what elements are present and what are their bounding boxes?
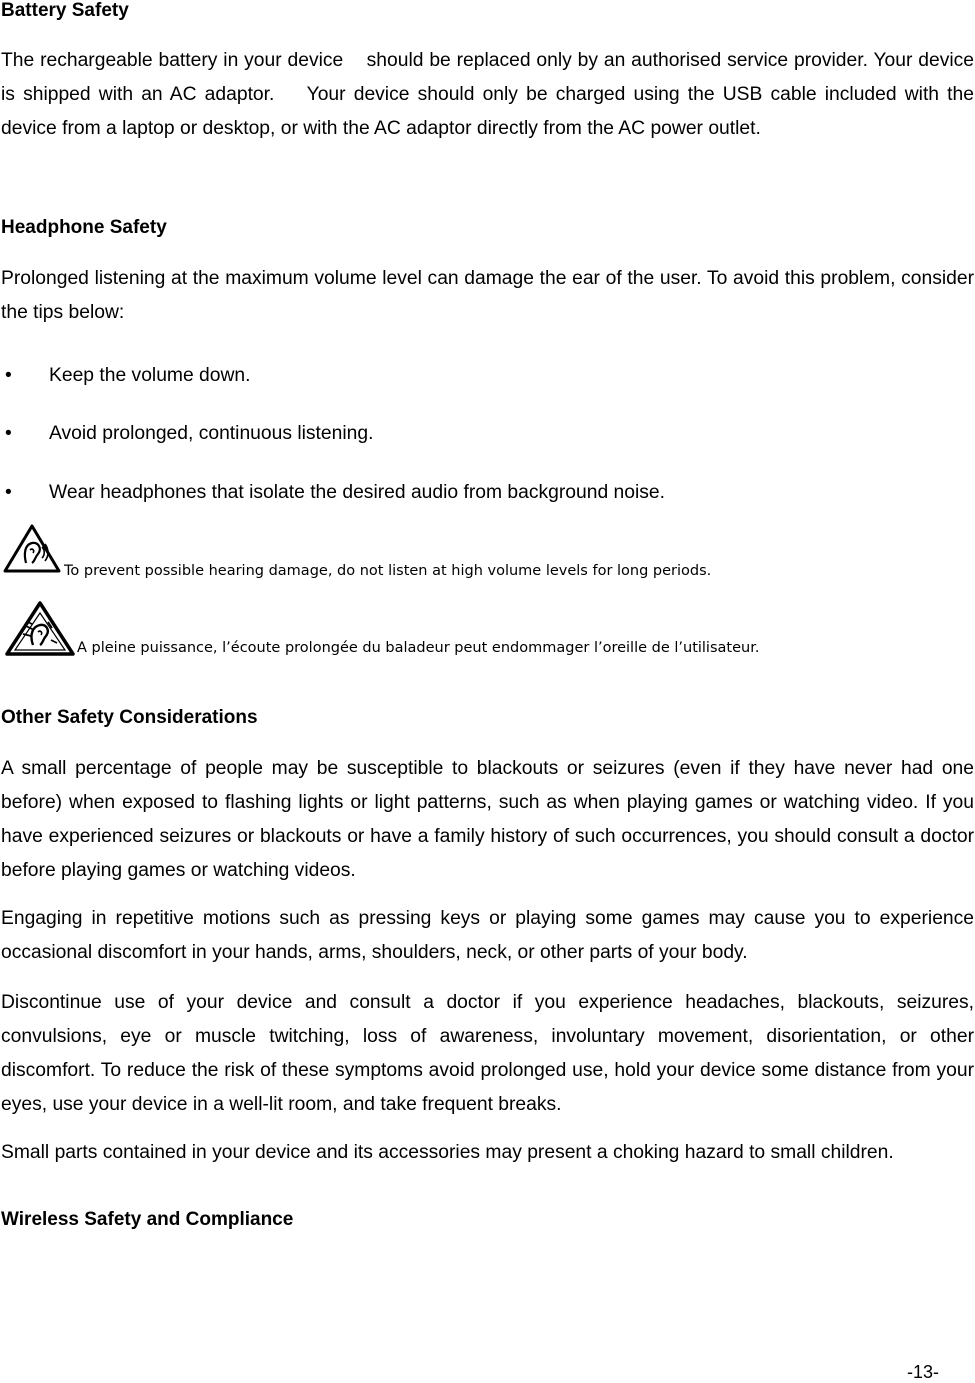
hearing-warning-en: To prevent possible hearing damage, do not listen at high volume levels for long periods. (64, 563, 712, 579)
bullet-mark: • (5, 482, 12, 503)
discontinue-use-paragraph: Discontinue use of your device and consult a doctor if you experience headaches, blackouts, seizures, convulsions, eye or muscle twitching, loss of awareness, involuntary movement, disorientation, or other discomfort. To reduce the risk of these symptoms avoid prolonged use, hold your device some distance from your eyes, use your device in a well-lit room, and take frequent breaks. (1, 992, 974, 1115)
repetitive-motion-paragraph: Engaging in repetitive motions such as pressing keys or playing some games may cause you to experience occasional discomfort in your hands, arms, shoulders, neck, or other parts of your body. (1, 908, 974, 963)
bullet-text: Keep the volume down. (49, 365, 251, 386)
hearing-damage-warning-icon (4, 600, 76, 658)
heading-battery-safety: Battery Safety (1, 0, 129, 21)
headphone-paragraph: Prolonged listening at the maximum volume level can damage the ear of the user. To avoid this problem, consider the tips below: (1, 268, 974, 323)
bullet-text: Avoid prolonged, continuous listening. (49, 423, 374, 444)
seizure-paragraph: A small percentage of people may be susceptible to blackouts or seizures (even if they have never had one before) when exposed to flashing lights or light patterns, such as when playing games or watching video. If you have experienced seizures or blackouts or have a family history of such occurrences, you should consult a doctor before playing games or watching videos. (1, 758, 974, 881)
hearing-warning-fr: A pleine puissance, l’écoute prolongée du baladeur peut endommager l’oreille de l’utilisateur. (77, 640, 760, 656)
heading-wireless-safety: Wireless Safety and Compliance (1, 1209, 294, 1230)
page-number: -13- (907, 1362, 940, 1382)
heading-headphone-safety: Headphone Safety (1, 217, 167, 238)
bullet-mark: • (5, 365, 12, 386)
bullet-text: Wear headphones that isolate the desired audio from background noise. (49, 482, 665, 503)
battery-paragraph: The rechargeable battery in your device should be replaced only by an authorised service provider. Your device is shipped with an AC adaptor. Your device should only be charged using the USB cable included with the device from a laptop or desktop, or with the AC adaptor directly from the AC power outlet. (1, 50, 974, 139)
hearing-warning-icon (2, 523, 62, 575)
choking-hazard-paragraph: Small parts contained in your device and its accessories may present a choking hazard to small children. (1, 1142, 894, 1163)
heading-other-safety: Other Safety Considerations (1, 707, 258, 728)
bullet-mark: • (5, 423, 12, 444)
